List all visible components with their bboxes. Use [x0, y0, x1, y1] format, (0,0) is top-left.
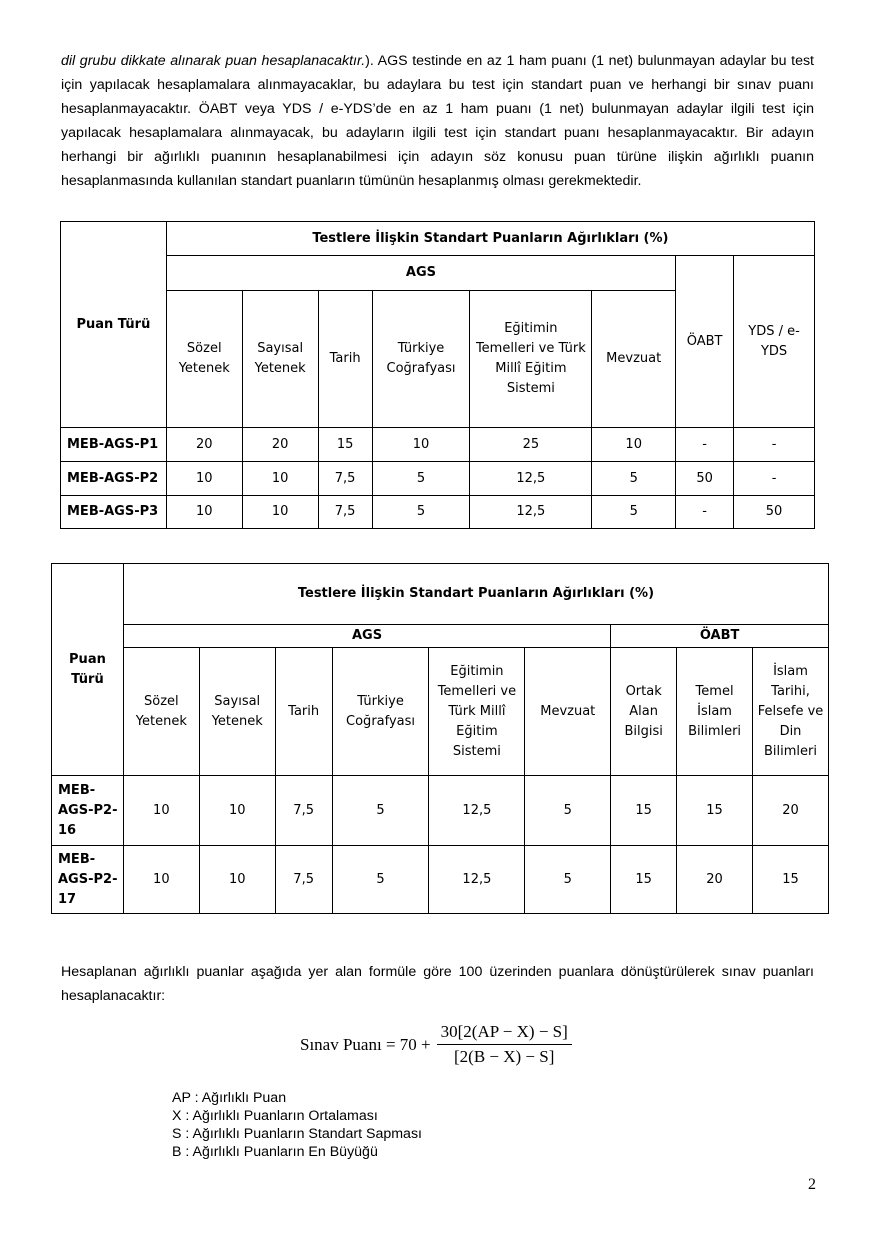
cell: 15	[318, 428, 372, 462]
cell: 20	[242, 428, 318, 462]
cell: 5	[372, 496, 470, 529]
cell: 5	[525, 846, 611, 914]
cell: 10	[592, 428, 676, 462]
definition-ap: AP : Ağırlıklı Puan	[172, 1090, 287, 1106]
table-title: Testlere İlişkin Standart Puanların Ağırlıkları (%)	[123, 564, 828, 625]
row-label: MEB-AGS-P3	[61, 496, 167, 529]
intro-paragraph	[61, 49, 814, 193]
cell: 10	[242, 462, 318, 496]
definition-b: B : Ağırlıklı Puanların En Büyüğü	[172, 1144, 378, 1160]
row-label: MEB-AGS-P2-16	[52, 776, 124, 846]
cell: 50	[734, 496, 815, 529]
cell: 15	[611, 846, 677, 914]
cell: 10	[199, 776, 275, 846]
cell: 5	[332, 846, 429, 914]
col-mevzuat: Mevzuat	[592, 291, 676, 428]
intro-italic: dil grubu dikkate alınarak puan hesaplanacaktır.	[61, 53, 366, 69]
ags-header: AGS	[123, 625, 610, 648]
weights-table-2	[51, 563, 829, 914]
cell: 5	[332, 776, 429, 846]
col-sayisal: Sayısal Yetenek	[199, 648, 275, 776]
score-formula	[300, 1022, 572, 1067]
cell: 10	[166, 462, 242, 496]
col-sayisal: Sayısal Yetenek	[242, 291, 318, 428]
puan-turu-header: Puan Türü	[61, 222, 167, 428]
cell: 20	[677, 846, 753, 914]
col-cografya: Türkiye Coğrafyası	[332, 648, 429, 776]
formula-denominator: [2(B − X) − S]	[454, 1047, 555, 1066]
cell: 15	[677, 776, 753, 846]
cell: 12,5	[429, 846, 525, 914]
cell: 10	[166, 496, 242, 529]
cell: 10	[372, 428, 470, 462]
oabt-header: ÖABT	[611, 625, 829, 648]
col-mevzuat: Mevzuat	[525, 648, 611, 776]
intro-text: ). AGS testinde en az 1 ham puanı (1 net) bulunmayan adaylar bu test için yapılacak hesaplamalara alınmayacaklar, bu adaylara bu test için standart puan ve herhangi bir sınav puanı hesaplanmayacaktır. ÖABT veya YDS / e-YDS’de en az 1 ham puanı (1 net) bulunmayan adaylar ilgili test için yapılacak hesaplamalara alınmayacak, bu adayların ilgili test için standart puanı hesaplanmayacaktır. Bir adayın herhangi bir ağırlıklı puanının hesaplanabilmesi için adayın söz konusu puan türüne ilişkin ağırlıklı puanın hesaplanmasında kullanılan standart puanların tümünün hesaplanmış olması gerekmektedir.	[61, 53, 814, 189]
row-label: MEB-AGS-P2	[61, 462, 167, 496]
col-tarih: Tarih	[318, 291, 372, 428]
cell: 7,5	[318, 462, 372, 496]
cell: -	[676, 496, 734, 529]
cell: 10	[199, 846, 275, 914]
cell: 25	[470, 428, 592, 462]
col-cografya: Türkiye Coğrafyası	[372, 291, 470, 428]
cell: 12,5	[429, 776, 525, 846]
col-ortak-alan: Ortak Alan Bilgisi	[611, 648, 677, 776]
cell: 15	[611, 776, 677, 846]
col-tarih: Tarih	[275, 648, 332, 776]
col-egitim: Eğitimin Temelleri ve Türk Millî Eğitim Sistemi	[470, 291, 592, 428]
definition-x: X : Ağırlıklı Puanların Ortalaması	[172, 1108, 378, 1124]
table-title: Testlere İlişkin Standart Puanların Ağırlıkları (%)	[166, 222, 814, 256]
cell: 20	[753, 776, 829, 846]
cell: -	[734, 462, 815, 496]
col-islam-tarihi: İslam Tarihi, Felsefe ve Din Bilimleri	[753, 648, 829, 776]
ags-header: AGS	[166, 256, 675, 291]
weights-table-1	[60, 221, 815, 529]
row-label: MEB-AGS-P2-17	[52, 846, 124, 914]
yds-header: YDS / e-YDS	[734, 256, 815, 428]
cell: 20	[166, 428, 242, 462]
cell: 7,5	[275, 846, 332, 914]
cell: 10	[123, 846, 199, 914]
cell: -	[734, 428, 815, 462]
cell: 10	[242, 496, 318, 529]
cell: 5	[592, 462, 676, 496]
cell: 5	[592, 496, 676, 529]
oabt-header: ÖABT	[676, 256, 734, 428]
col-sozel: Sözel Yetenek	[123, 648, 199, 776]
formula-lhs: Sınav Puanı = 70 +	[300, 1034, 431, 1054]
formula-numerator: 30[2(AP − X) − S]	[437, 1022, 572, 1045]
col-temel-islam: Temel İslam Bilimleri	[677, 648, 753, 776]
definitions-list	[172, 1089, 422, 1161]
definition-s: S : Ağırlıklı Puanların Standart Sapması	[172, 1126, 422, 1142]
cell: 50	[676, 462, 734, 496]
puan-turu-header: Puan Türü	[52, 564, 124, 776]
page-number: 2	[808, 1176, 816, 1193]
formula-fraction	[437, 1022, 572, 1067]
cell: 5	[525, 776, 611, 846]
cell: 7,5	[318, 496, 372, 529]
row-label: MEB-AGS-P1	[61, 428, 167, 462]
cell: 15	[753, 846, 829, 914]
cell: 7,5	[275, 776, 332, 846]
col-egitim: Eğitimin Temelleri ve Türk Millî Eğitim Sistemi	[429, 648, 525, 776]
cell: 12,5	[470, 462, 592, 496]
cell: -	[676, 428, 734, 462]
formula-intro: Hesaplanan ağırlıklı puanlar aşağıda yer alan formüle göre 100 üzerinden puanlara dönüştürülerek sınav puanları hesaplanacaktır:	[61, 964, 814, 1004]
cell: 5	[372, 462, 470, 496]
col-sozel: Sözel Yetenek	[166, 291, 242, 428]
cell: 12,5	[470, 496, 592, 529]
cell: 10	[123, 776, 199, 846]
